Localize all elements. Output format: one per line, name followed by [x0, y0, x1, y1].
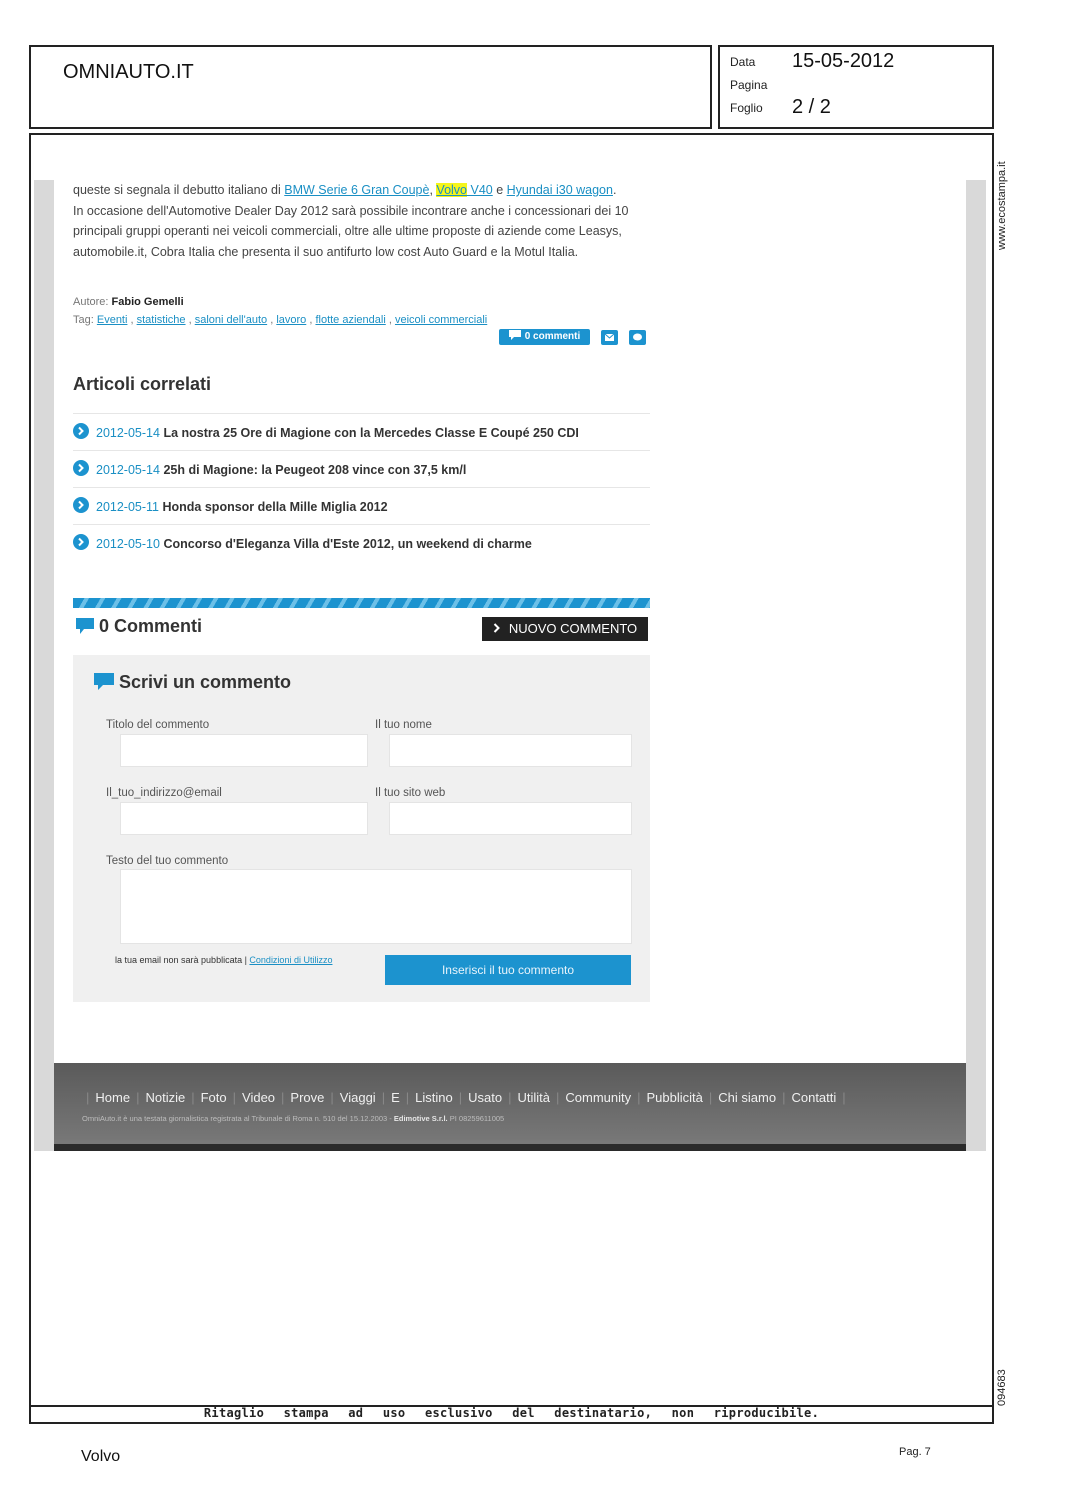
data-label: Data: [730, 55, 756, 69]
comment-title-label: Titolo del commento: [106, 719, 210, 731]
nav-community[interactable]: Community: [565, 1090, 632, 1105]
comments-count-label: 0 Commenti: [99, 616, 203, 636]
related-item-date: 2012-05-14: [96, 426, 160, 440]
tag-separator: ,: [127, 314, 137, 326]
legal-vat: PI 08259611005: [447, 1114, 505, 1123]
email-share-button[interactable]: [601, 330, 618, 345]
envelope-icon: [601, 330, 618, 345]
arrow-circle-icon: [73, 460, 89, 476]
tag-separator: ,: [385, 314, 395, 326]
intro-prefix: queste si segnala il debutto italiano di: [73, 183, 285, 197]
chevron-right-icon: [493, 623, 501, 633]
nav-separator: |: [86, 1090, 90, 1105]
nav-notizie[interactable]: Notizie: [145, 1090, 186, 1105]
terms-link[interactable]: Condizioni di Utilizzo: [249, 955, 333, 965]
link-bmw[interactable]: BMW Serie 6 Gran Coupè: [284, 183, 430, 197]
nav-separator: |: [708, 1090, 713, 1105]
tag-link[interactable]: saloni dell'auto: [194, 314, 268, 326]
side-code: 094683: [996, 1369, 1008, 1406]
tag-link[interactable]: flotte aziendali: [315, 314, 386, 326]
nav-separator: |: [508, 1090, 512, 1105]
intro-sep-e: e: [492, 183, 507, 197]
related-item-text: [96, 537, 532, 551]
related-item-date: 2012-05-11: [96, 500, 160, 514]
article-paragraph: In occasione dell'Automotive Dealer Day 2012 sarà possibile incontrare anche i concessionari dei 10 principali gruppi operanti nei veicoli commerciali, oltre alle ultime proposte di aziende come Leasys, automobile.it, Cobra Italia che presenta il suo antifurto low cost Auto Guard e la Motul Italia.: [73, 203, 629, 259]
tag-line: [73, 314, 487, 326]
intro-sep-comma: ,: [429, 183, 437, 197]
nav-home[interactable]: Home: [95, 1090, 131, 1105]
legal-text: OmniAuto.it è una testata giornalistica registrata al Tribunale di Roma n. 510 del 15.12.2003 -: [82, 1114, 394, 1123]
nav-separator: |: [281, 1090, 285, 1105]
related-item-date: 2012-05-14: [96, 463, 160, 477]
new-comment-label: NUOVO COMMENTO: [508, 621, 638, 636]
related-item-title: Honda sponsor della Mille Miglia 2012: [162, 500, 388, 514]
name-input[interactable]: [389, 734, 632, 767]
author-label: Autore:: [73, 296, 112, 308]
related-item-text: [96, 500, 388, 514]
email-input[interactable]: [120, 802, 368, 835]
nav-separator: |: [381, 1090, 386, 1105]
speech-bubble-icon: [509, 330, 521, 340]
brand-label: Volvo: [81, 1448, 121, 1465]
related-item-text: [96, 426, 579, 440]
volvo-highlight: Volvo: [436, 183, 468, 197]
related-item[interactable]: [73, 413, 650, 451]
speech-bubble-icon: [76, 618, 94, 634]
related-item-title: Concorso d'Eleganza Villa d'Este 2012, un weekend di charme: [163, 537, 532, 551]
site-footer: [54, 1063, 966, 1151]
footer-legal: [82, 1114, 504, 1123]
link-v40: V40: [467, 183, 493, 197]
data-value: 15-05-2012: [792, 50, 895, 72]
tag-link[interactable]: lavoro: [276, 314, 307, 326]
related-item-date: 2012-05-10: [96, 537, 160, 551]
nav-separator: |: [191, 1090, 195, 1105]
tag-separator: ,: [185, 314, 195, 326]
chat-icon: [629, 330, 646, 345]
related-title: Articoli correlati: [73, 374, 212, 394]
nav-separator: |: [136, 1090, 140, 1105]
footer-nav: [80, 1090, 852, 1105]
arrow-circle-icon: [73, 534, 89, 550]
comment-form-title-label: Scrivi un commento: [119, 672, 292, 692]
comments-heading: [76, 616, 202, 637]
nav-separator: |: [330, 1090, 334, 1105]
comments-count-label: 0 commenti: [524, 331, 581, 342]
nav-separator: |: [458, 1090, 463, 1105]
nav-e[interactable]: E: [391, 1090, 400, 1105]
legal-company: Edimotive S.r.l.: [393, 1114, 448, 1123]
related-item-text: [96, 463, 466, 477]
email-label: Il_tuo_indirizzo@email: [106, 787, 222, 799]
arrow-circle-icon: [73, 423, 89, 439]
nav-contatti[interactable]: Contatti: [791, 1090, 837, 1105]
link-hyundai[interactable]: Hyundai i30 wagon: [506, 183, 613, 197]
nav-viaggi[interactable]: Viaggi: [339, 1090, 376, 1105]
pagina-label: Pagina: [730, 78, 768, 92]
tag-label: Tag:: [73, 314, 97, 326]
related-item[interactable]: [73, 450, 650, 488]
comment-title-input[interactable]: [120, 734, 368, 767]
nav-foto[interactable]: Foto: [200, 1090, 227, 1105]
site-footer-bar: [54, 1144, 966, 1151]
privacy-note: [115, 955, 335, 965]
nav-separator: |: [782, 1090, 786, 1105]
related-item[interactable]: [73, 487, 650, 525]
nav-separator: |: [842, 1090, 846, 1105]
publication-name: OMNIAUTO.IT: [63, 61, 194, 83]
side-url-container: [996, 146, 1010, 256]
comment-textarea[interactable]: [120, 869, 632, 944]
nav-chi-siamo[interactable]: Chi siamo: [718, 1090, 777, 1105]
submit-comment-button[interactable]: Inserisci il tuo commento: [385, 955, 631, 985]
author-line: [73, 296, 184, 308]
foglio-label: Foglio: [730, 101, 763, 115]
website-label: Il tuo sito web: [375, 787, 446, 799]
comment-text-label: Testo del tuo commento: [106, 855, 229, 867]
comments-count-button[interactable]: [499, 329, 590, 345]
header-meta-box: [718, 45, 994, 129]
related-item-title: 25h di Magione: la Peugeot 208 vince con 37,5 km/l: [163, 463, 467, 477]
tag-link[interactable]: Eventi: [96, 314, 128, 326]
author-name: Fabio Gemelli: [111, 296, 184, 308]
tag-link[interactable]: statistiche: [136, 314, 186, 326]
name-label: Il tuo nome: [375, 719, 432, 731]
related-item[interactable]: [73, 524, 650, 562]
nav-utilita[interactable]: Utilità: [517, 1090, 550, 1105]
header-publication-box: [29, 45, 712, 129]
foglio-value: 2 / 2: [792, 96, 831, 118]
section-stripe: [73, 598, 650, 608]
side-code-container: [996, 1368, 1010, 1408]
tag-link[interactable]: veicoli commerciali: [394, 314, 488, 326]
tag-separator: ,: [306, 314, 316, 326]
nav-listino[interactable]: Listino: [415, 1090, 453, 1105]
chat-share-button[interactable]: [629, 330, 646, 345]
page-number: Pag. 7: [899, 1446, 931, 1458]
website-input[interactable]: [389, 802, 632, 835]
article-text: [73, 180, 653, 262]
link-volvo[interactable]: [436, 183, 492, 197]
intro-sep-dot: .: [612, 183, 617, 197]
side-url: www.ecostampa.it: [996, 161, 1008, 250]
nav-separator: |: [637, 1090, 641, 1105]
nav-prove[interactable]: Prove: [290, 1090, 325, 1105]
nav-separator: |: [405, 1090, 410, 1105]
privacy-text: la tua email non sarà pubblicata |: [115, 955, 250, 965]
speech-bubble-icon: [94, 673, 114, 690]
related-item-title: La nostra 25 Ore di Magione con la Mercedes Classe E Coupé 250 CDI: [163, 426, 579, 440]
nav-pubblicita[interactable]: Pubblicità: [646, 1090, 703, 1105]
tag-separator: ,: [267, 314, 277, 326]
arrow-circle-icon: [73, 497, 89, 513]
nav-usato[interactable]: Usato: [468, 1090, 503, 1105]
comment-form-title: [94, 672, 291, 693]
nav-separator: |: [232, 1090, 237, 1105]
nav-separator: |: [555, 1090, 560, 1105]
disclaimer-text: Ritaglio stampa ad uso esclusivo del destinatario, non riproducibile.: [203, 1406, 820, 1420]
nav-video[interactable]: Video: [242, 1090, 276, 1105]
new-comment-button[interactable]: [482, 617, 648, 641]
